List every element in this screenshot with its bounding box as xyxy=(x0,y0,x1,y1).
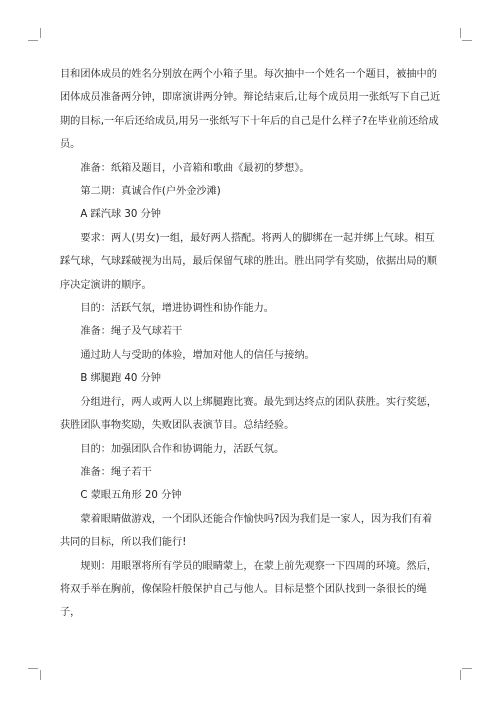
paragraph: 准备：绳子若干 xyxy=(80,466,152,478)
paragraph: 目的：加强团队合作和协调能力，活跃气氛。 xyxy=(80,443,285,455)
section-heading: 第二期：真诚合作(户外金沙滩) xyxy=(80,186,221,198)
paragraph: 目和团体成员的姓名分别放在两个小箱子里。每次抽中一个姓名一个题目，被抽中的团体成员准备两分钟，即席演讲两分钟。辩论结束后,让每个成员用一张纸写下自己近期的目标,一年后还给成员,用另一张纸写下十年后的自己是什么样子?在毕业前还给成员。 xyxy=(60,69,441,151)
paragraph: 准备：纸箱及题目，小音箱和歌曲《最初的梦想》。 xyxy=(80,162,310,174)
paragraph: 要求：两人(男女)一组，最好两人搭配。将两人的脚绑在一起并绑上气球。相互踩气球，气球踩破视为出局，最后保留气球的胜出。胜出同学有奖励，依据出局的顺序决定演讲的顺序。 xyxy=(60,232,437,291)
paragraph: 分组进行，两人或两人以上绑腿跑比赛。最先到达终点的团队获胜。实行奖惩，获胜团队事物奖励，失败团队表演节目。总结经验。 xyxy=(60,396,437,432)
activity-title: B 绑腿跑 40 分钟 xyxy=(80,373,161,385)
paragraph: 通过助人与受助的体验，增加对他人的信任与接纳。 xyxy=(80,349,315,361)
activity-title: C 蒙眼五角形 20 分钟 xyxy=(80,490,182,502)
activity-title: A 踩汽球 30 分钟 xyxy=(80,209,161,221)
paragraph: 目的：活跃气氛，增进协调性和协作能力。 xyxy=(80,303,274,315)
paragraph: 蒙着眼睛做游戏，一个团队还能合作愉快吗?因为我们是一家人，因为我们有着共同的目标，所以我们能行! xyxy=(60,513,433,549)
paragraph: 规则：用眼罩将所有学员的眼睛蒙上，在蒙上前先观察一下四周的环境。然后，将双手举在胸前，像保险杆般保护自己与他人。目标是整个团队找到一条很长的绳子， xyxy=(60,560,437,619)
document-body xyxy=(60,63,442,625)
paragraph: 准备：绳子及气球若干 xyxy=(80,326,183,338)
